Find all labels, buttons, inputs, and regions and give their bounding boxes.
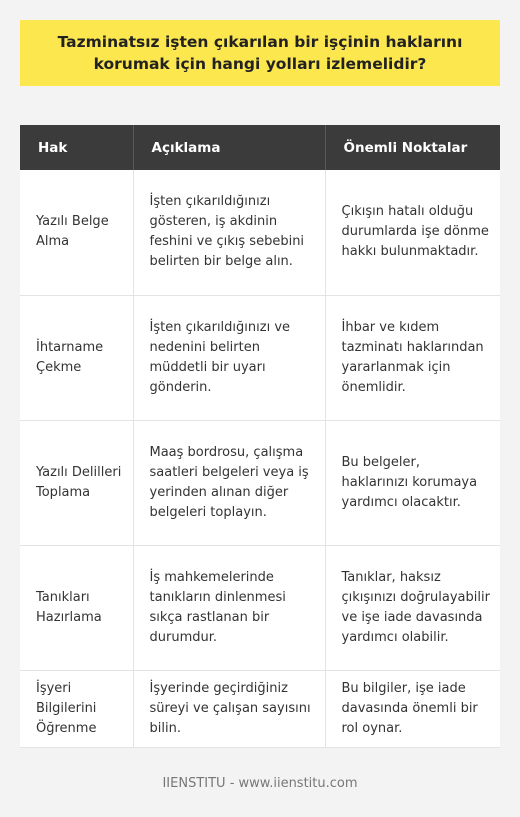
cell-onemli: Bu belgeler, haklarınızı korumaya yardımcı olacaktır.: [325, 420, 500, 545]
cell-aciklama: İşten çıkarıldığınızı ve nedenini belirten müddetli bir uyarı gönderin.: [133, 295, 325, 420]
page-title: Tazminatsız işten çıkarılan bir işçinin haklarını korumak için hangi yolları izlemelidir?: [57, 33, 463, 73]
table-row: [20, 295, 500, 420]
table-row: [20, 545, 500, 670]
rights-table: [20, 125, 500, 748]
cell-hak: Yazılı Delilleri Toplama: [20, 420, 133, 545]
cell-onemli: İhbar ve kıdem tazminatı haklarından yararlanmak için önemlidir.: [325, 295, 500, 420]
cell-hak: İhtarname Çekme: [20, 295, 133, 420]
header-aciklama: Açıklama: [133, 125, 325, 170]
table-header-row: [20, 125, 500, 170]
footer-credit: IIENSTITU - www.iienstitu.com: [162, 776, 358, 791]
cell-aciklama: Maaş bordrosu, çalışma saatleri belgeleri veya iş yerinden alınan diğer belgeleri toplayın.: [133, 420, 325, 545]
cell-onemli: Tanıklar, haksız çıkışınızı doğrulayabilir ve işe iade davasında yardımcı olabilir.: [325, 545, 500, 670]
header-onemli-noktalar: Önemli Noktalar: [325, 125, 500, 170]
cell-hak: Tanıkları Hazırlama: [20, 545, 133, 670]
cell-aciklama: İşyerinde geçirdiğiniz süreyi ve çalışan sayısını bilin.: [133, 670, 325, 747]
table-row: [20, 670, 500, 747]
cell-hak: Yazılı Belge Alma: [20, 170, 133, 295]
cell-aciklama: İşten çıkarıldığınızı gösteren, iş akdinin feshini ve çıkış sebebini belirten bir belge alın.: [133, 170, 325, 295]
cell-onemli: Bu bilgiler, işe iade davasında önemli bir rol oynar.: [325, 670, 500, 747]
table-row: [20, 170, 500, 295]
cell-aciklama: İş mahkemelerinde tanıkların dinlenmesi sıkça rastlanan bir durumdur.: [133, 545, 325, 670]
cell-onemli: Çıkışın hatalı olduğu durumlarda işe dönme hakkı bulunmaktadır.: [325, 170, 500, 295]
cell-hak: İşyeri Bilgilerini Öğrenme: [20, 670, 133, 747]
header-hak: Hak: [20, 125, 133, 170]
table-row: [20, 420, 500, 545]
title-banner: [20, 20, 500, 86]
